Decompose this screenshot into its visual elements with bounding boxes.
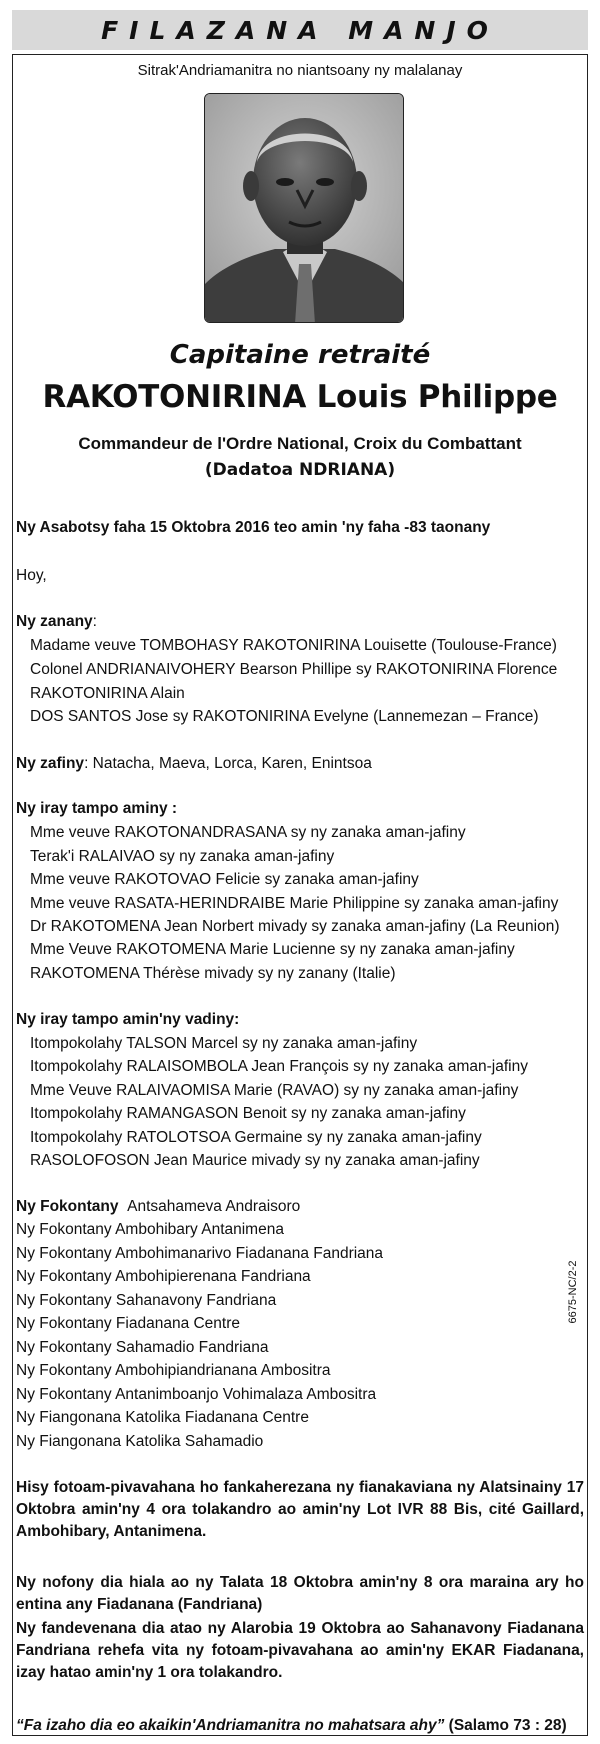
community-item <box>16 1197 300 1217</box>
children-label: Ny zanany <box>16 613 93 630</box>
death-notice: Ny Asabotsy faha 15 Oktobra 2016 teo amin 'ny faha -83 taonany <box>16 519 491 536</box>
reference-code: 6675-NC/2-2 <box>567 1260 579 1324</box>
sibling-item: Terak'i RALAIVAO sy ny zanaka aman-jafiny <box>30 848 335 865</box>
wife-sibling-item: Mme Veuve RALAIVAOMISA Marie (RAVAO) sy ny zanaka aman-jafiny <box>30 1082 519 1099</box>
community-item: Ny Fokontany Ambohipiandrianana Ambositra <box>16 1362 331 1379</box>
grandchildren-line <box>16 754 372 774</box>
departure-paragraph: Ny nofony dia hiala ao ny Talata 18 Oktobra amin'ny 8 ora maraina ary ho entina any Fiadanana (Fandriana) <box>16 1574 584 1613</box>
children-item: Colonel ANDRIANAIVOHERY Bearson Phillipe sy RAKOTONIRINA Florence <box>30 661 558 678</box>
community-item: Ny Fokontany Ambohipierenana Fandriana <box>16 1268 311 1285</box>
deceased-name: RAKOTONIRINA Louis Philippe <box>42 379 558 415</box>
quote-reference: (Salamo 73 : 28) <box>444 1717 567 1734</box>
portrait-photo <box>204 93 404 323</box>
sibling-item: Mme veuve RAKOTONANDRASANA sy ny zanaka aman-jafiny <box>30 824 466 841</box>
wife-sibling-item: RASOLOFOSON Jean Maurice mivady sy ny zanaka aman-jafiny <box>30 1152 480 1169</box>
children-item: RAKOTONIRINA Alain <box>30 685 185 702</box>
vigil-paragraph: Hisy fotoam-pivavahana ho fankaherezana ny fianakaviana ny Alatsinainy 17 Oktobra amin'ny 4 ora tolakandro ao amin'ny Lot IVR 88 Bis, cité Gaillard, Ambohibary, Antanimena. <box>16 1479 584 1540</box>
wife-sibling-item: Itompokolahy TALSON Marcel sy ny zanaka aman-jafiny <box>30 1035 418 1052</box>
sibling-item: Mme Veuve RAKOTOMENA Marie Lucienne sy ny zanaka aman-jafiny <box>30 941 515 958</box>
children-item: Madame veuve TOMBOHASY RAKOTONIRINA Louisette (Toulouse-France) <box>30 637 557 654</box>
notice-header <box>12 10 588 50</box>
burial-paragraph: Ny fandevenana dia atao ny Alarobia 19 Oktobra ao Sahanavony Fiadanana Fandriana rehefa vita ny fotoam-pivavahana ao amin'ny EKAR Fiadanana, izay hatao amin'ny 1 ora tolakandro. <box>16 1620 584 1681</box>
children-heading: Ny zanany: <box>16 613 97 630</box>
grandchildren-label: Ny zafiny <box>16 755 85 772</box>
community-item: Ny Fokontany Antanimboanjo Vohimalaza Ambositra <box>16 1386 377 1403</box>
notice-title: FILAZANA MANJO <box>101 15 499 45</box>
community-first-label: Ny Fokontany <box>16 1198 119 1215</box>
siblings-heading: Ny iray tampo aminy : <box>16 800 178 817</box>
grandchildren-names: : Natacha, Maeva, Lorca, Karen, Enintsoa <box>84 755 372 772</box>
community-item: Ny Fokontany Ambohimanarivo Fiadanana Fandriana <box>16 1245 384 1262</box>
quote-text: “Fa izaho dia eo akaikin'Andriamanitra no mahatsara ahy” <box>16 1717 445 1734</box>
sibling-item: Mme veuve RAKOTOVAO Felicie sy zanaka aman-jafiny <box>30 871 419 888</box>
wife-sibling-item: Itompokolahy RATOLOTSOA Germaine sy ny zanaka aman-jafiny <box>30 1129 482 1146</box>
sibling-item: Dr RAKOTOMENA Jean Norbert mivady sy zanaka aman-jafiny (La Reunion) <box>30 918 560 935</box>
community-item: Ny Fokontany Sahanavony Fandriana <box>16 1292 277 1309</box>
deceased-alias: (Dadatoa NDRIANA) <box>204 460 396 480</box>
wife-sibling-item: Itompokolahy RAMANGASON Benoit sy ny zanaka aman-jafiny <box>30 1105 466 1122</box>
portrait-photo-icon <box>205 94 404 323</box>
community-item: Ny Fokontany Ambohibary Antanimena <box>16 1221 284 1238</box>
sibling-item: Mme veuve RASATA-HERINDRAIBE Marie Philippine sy zanaka aman-jafiny <box>30 895 559 912</box>
intro-line: Sitrak'Andriamanitra no niantsoany ny malalanay <box>137 62 463 79</box>
children-item: DOS SANTOS Jose sy RAKOTONIRINA Evelyne (Lannemezan – France) <box>30 708 539 725</box>
greeting: Hoy, <box>16 567 47 584</box>
sibling-item: RAKOTOMENA Thérèse mivady sy ny zanany (Italie) <box>30 965 396 982</box>
community-item: Ny Fiangonana Katolika Fiadanana Centre <box>16 1409 309 1426</box>
deceased-honors: Commandeur de l'Ordre National, Croix du Combattant <box>78 434 522 453</box>
community-item: Ny Fiangonana Katolika Sahamadio <box>16 1433 264 1450</box>
community-item: Ny Fokontany Fiadanana Centre <box>16 1315 241 1332</box>
community-first-value: Antsahameva Andraisoro <box>127 1198 301 1215</box>
community-item: Ny Fokontany Sahamadio Fandriana <box>16 1339 269 1356</box>
wife-siblings-heading: Ny iray tampo amin'ny vadiny: <box>16 1011 240 1028</box>
wife-sibling-item: Itompokolahy RALAISOMBOLA Jean François sy ny zanaka aman-jafiny <box>30 1058 528 1075</box>
deceased-rank: Capitaine retraité <box>169 340 431 370</box>
scripture-quote <box>16 1717 567 1735</box>
